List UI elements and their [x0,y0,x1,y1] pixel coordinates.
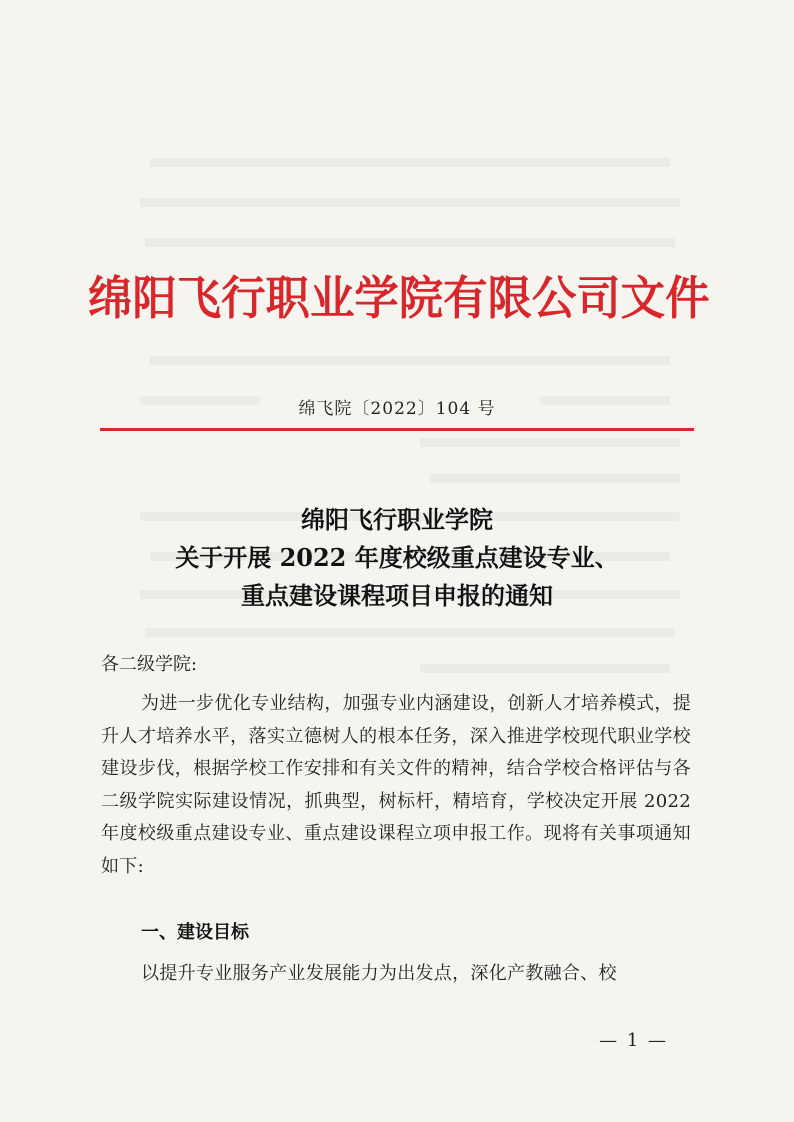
document-number: 绵飞院〔2022〕104 号 [298,399,496,419]
section-body-goals: 以提升专业服务产业发展能力为出发点，深化产教融合、校 [141,963,617,984]
issuer-header: 绵阳飞行职业学院有限公司文件 [88,271,710,325]
red-divider-rule [100,428,694,431]
page-number: — 1 — [599,1030,668,1051]
salutation: 各二级学院: [101,654,198,675]
notice-title-line-1: 绵阳飞行职业学院 [301,505,493,534]
intro-paragraph: 为进一步优化专业结构，加强专业内涵建设，创新人才培养模式，提升人才培养水平，落实立德树人的根本任务，深入推进学校现代职业学校建设步伐，根据学校工作安排和有关文件的精神，结合学校合格评估与各二级学院实际建设情况，抓典型，树标杆，精培育，学校决定开展 2022 年度校级重点建设专业、重点建设课程立项申报工作。现将有关事项通知如下: [101,693,691,877]
notice-title-line-2: 关于开展 2022 年度校级重点建设专业、 [175,543,619,572]
section-heading-goals: 一、建设目标 [141,922,249,943]
notice-title-line-3: 重点建设课程项目申报的通知 [241,581,553,610]
